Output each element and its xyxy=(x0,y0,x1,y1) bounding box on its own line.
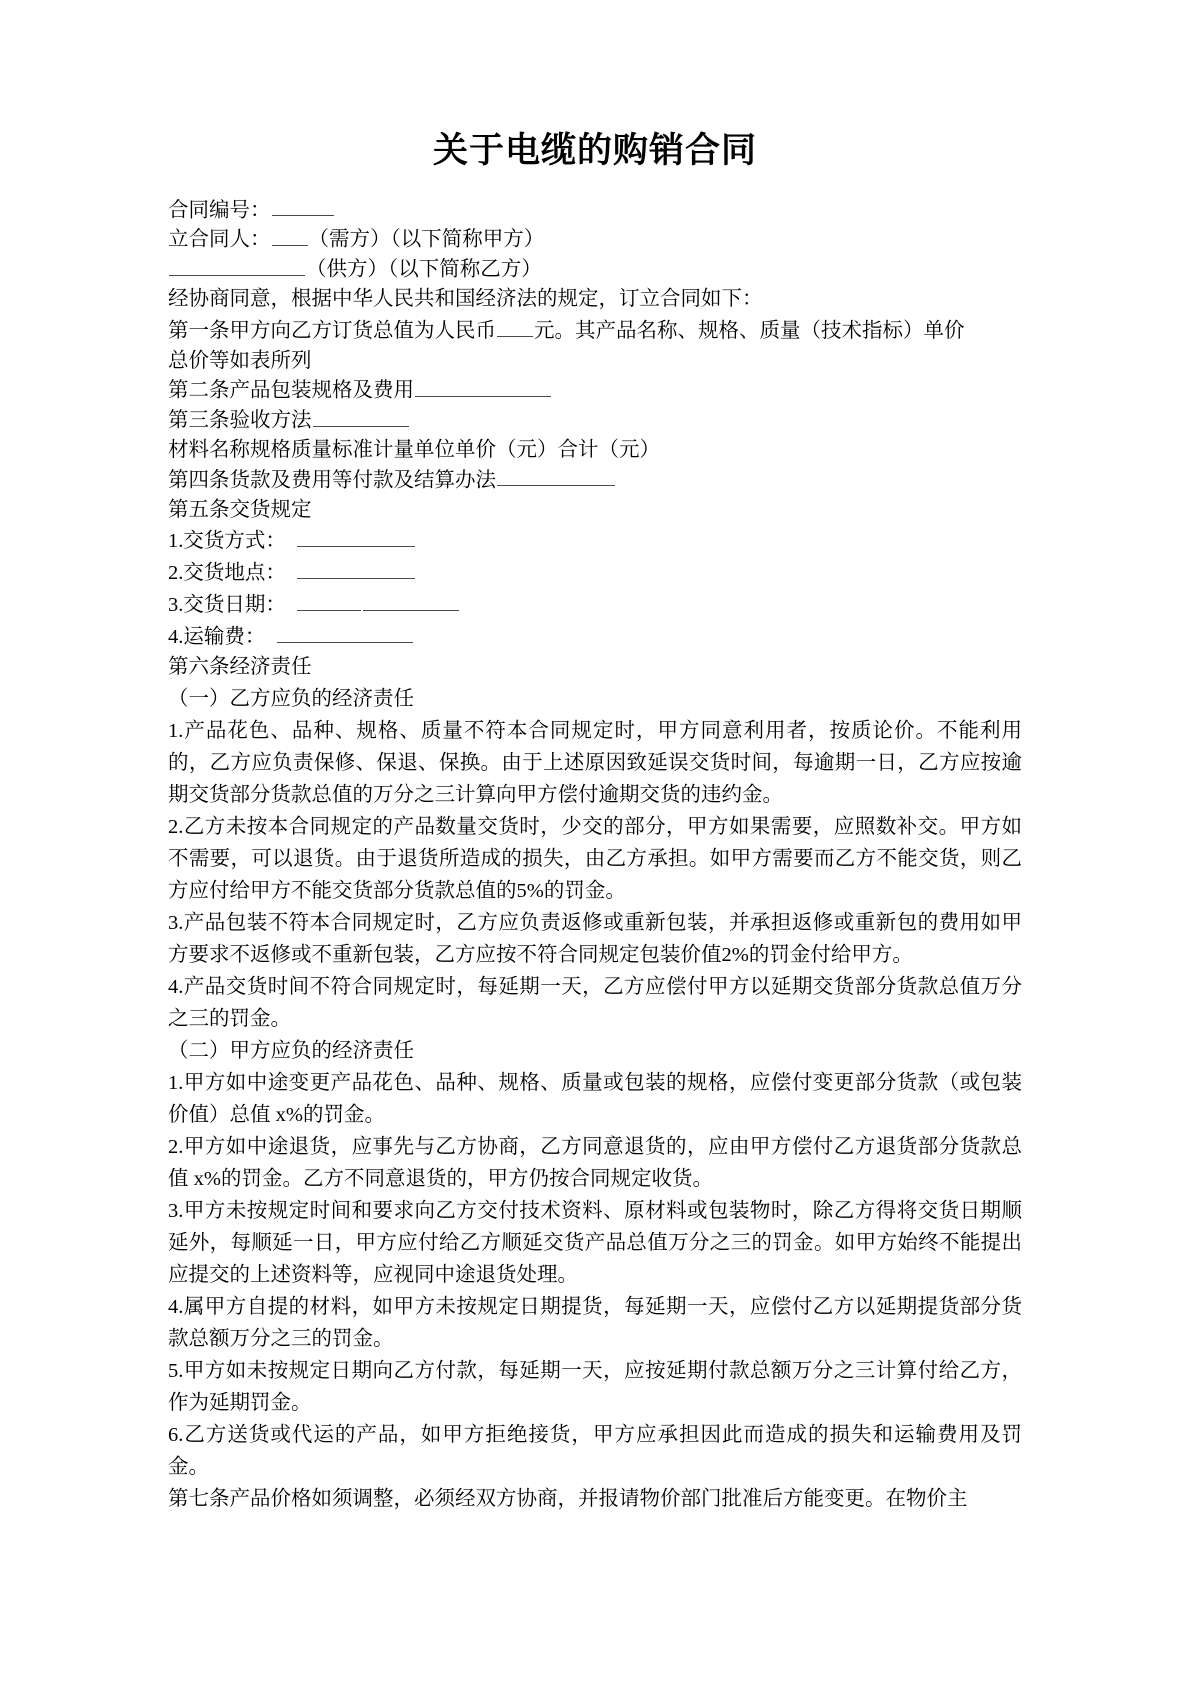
clause-5-item-1 xyxy=(168,525,1022,557)
clause-5-item-3-label: 3.交货日期： xyxy=(168,594,286,617)
clause-4-blank[interactable] xyxy=(497,466,615,486)
clause-6-section-1-item-1: 1.产品花色、品种、规格、质量不符本合同规定时，甲方同意利用者，按质论价。不能利用的，乙方应负责保修、保退、保换。由于上述原因致延误交货时间，每逾期一日，乙方应按逾期交货部分货款总值的万分之三计算向甲方偿付逾期交货的违约金。 xyxy=(168,719,1022,806)
clause-6: 第六条经济责任 xyxy=(168,656,312,679)
clause-5-item-4 xyxy=(168,621,1022,653)
clause-6-section-1-item-4: 4.产品交货时间不符合同规定时，每延期一天，乙方应偿付甲方以延期交货部分货款总值万分之三的罚金。 xyxy=(168,975,1022,1030)
materials-table-header: 材料名称规格质量标准计量单位单价（元）合计（元） xyxy=(168,439,660,462)
clause-5-item-3 xyxy=(168,589,1022,621)
clause-5-item-4-blank[interactable] xyxy=(277,623,413,643)
party-a-blank[interactable] xyxy=(272,225,308,245)
clause-6-section-2-item-6: 6.乙方送货或代运的产品，如甲方拒绝接货，甲方应承担因此而造成的损失和运输费用及罚金。 xyxy=(168,1423,1022,1478)
clause-2-blank[interactable] xyxy=(415,376,551,396)
clause-6-section-1-item-2: 2.乙方未按本合同规定的产品数量交货时，少交的部分，甲方如果需要，应照数补交。甲方如不需要，可以退货。由于退货所造成的损失，由乙方承担。如甲方需要而乙方不能交货，则乙方应付给甲方不能交货部分货款总值的5%的罚金。 xyxy=(168,815,1022,902)
clause-5-item-3-blank-a[interactable] xyxy=(297,591,361,611)
clause-4-text: 第四条货款及费用等付款及结算办法 xyxy=(168,469,496,492)
document-content xyxy=(168,128,1022,1515)
party-a-suffix: （需方）（以下简称甲方） xyxy=(308,228,545,251)
parties-label: 立合同人： xyxy=(168,228,271,251)
clause-5-item-2-label: 2.交货地点： xyxy=(168,562,286,585)
party-a-line xyxy=(168,225,1022,255)
clause-5-item-2-blank[interactable] xyxy=(297,559,415,579)
clause-2-text: 第二条产品包装规格及费用 xyxy=(168,379,414,402)
preamble: 经协商同意，根据中华人民共和国经济法的规定，订立合同如下： xyxy=(168,288,763,311)
clause-6-section-2-item-4: 4.属甲方自提的材料，如甲方未按规定日期提货，每延期一天，应偿付乙方以延期提货部分货款总额万分之三的罚金。 xyxy=(168,1295,1022,1350)
clause-5-item-2 xyxy=(168,557,1022,589)
clause-5-item-1-blank[interactable] xyxy=(297,527,415,547)
clause-7: 第七条产品价格如须调整，必须经双方协商，并报请物价部门批准后方能变更。在物价主 xyxy=(168,1487,968,1510)
clause-1-amount-blank[interactable] xyxy=(497,316,533,336)
clause-3-blank[interactable] xyxy=(313,406,409,426)
clause-6-section-2-item-3: 3.甲方未按规定时间和要求向乙方交付技术资料、原材料或包装物时，除乙方得将交货日期顺延外，每顺延一日，甲方应付给乙方顺延交货产品总值万分之三的罚金。如甲方始终不能提出应提交的上述资料等，应视同中途退货处理。 xyxy=(168,1199,1022,1286)
party-b-line xyxy=(168,255,1022,285)
clause-6-section-2-item-1: 1.甲方如中途变更产品花色、品种、规格、质量或包装的规格，应偿付变更部分货款（或包装价值）总值 x%的罚金。 xyxy=(168,1071,1022,1126)
clause-1-text-a: 第一条甲方向乙方订货总值为人民币 xyxy=(168,319,496,342)
clause-5-item-3-blank-b[interactable] xyxy=(363,591,459,611)
clause-6-section-1-heading: （一）乙方应负的经济责任 xyxy=(168,687,414,710)
clause-6-section-2-item-5: 5.甲方如未按规定日期向乙方付款，每延期一天，应按延期付款总额万分之三计算付给乙方，作为延期罚金。 xyxy=(168,1359,1022,1414)
clause-5-item-4-label: 4.运输费： xyxy=(168,626,266,649)
party-b-suffix: （供方）（以下简称乙方） xyxy=(306,258,542,281)
clause-3-text: 第三条验收方法 xyxy=(168,409,312,432)
clause-5: 第五条交货规定 xyxy=(168,498,312,521)
clause-4 xyxy=(168,466,1022,496)
clause-1-cont: 总价等如表所列 xyxy=(168,349,312,372)
clause-1 xyxy=(168,315,1022,347)
party-b-blank[interactable] xyxy=(169,255,305,275)
contract-number-label: 合同编号： xyxy=(168,198,271,221)
contract-number-line xyxy=(168,196,1022,226)
clause-1-text-b: 元。其产品名称、规格、质量（技术指标）单价 xyxy=(534,319,965,342)
clause-3 xyxy=(168,406,1022,436)
clause-6-section-1-item-3: 3.产品包装不符本合同规定时，乙方应负责返修或重新包装，并承担返修或重新包的费用如甲方要求不返修或不重新包装，乙方应按不符合同规定包装价值2%的罚金付给甲方。 xyxy=(168,911,1022,966)
clause-6-section-2-item-2: 2.甲方如中途退货，应事先与乙方协商，乙方同意退货的，应由甲方偿付乙方退货部分货款总值 x%的罚金。乙方不同意退货的，甲方仍按合同规定收货。 xyxy=(168,1135,1022,1190)
page-title: 关于电缆的购销合同 xyxy=(432,131,757,170)
clause-6-section-2-heading: （二）甲方应负的经济责任 xyxy=(168,1039,414,1062)
clause-5-item-1-label: 1.交货方式： xyxy=(168,530,286,553)
contract-number-blank[interactable] xyxy=(272,196,334,216)
clause-2 xyxy=(168,376,1022,406)
